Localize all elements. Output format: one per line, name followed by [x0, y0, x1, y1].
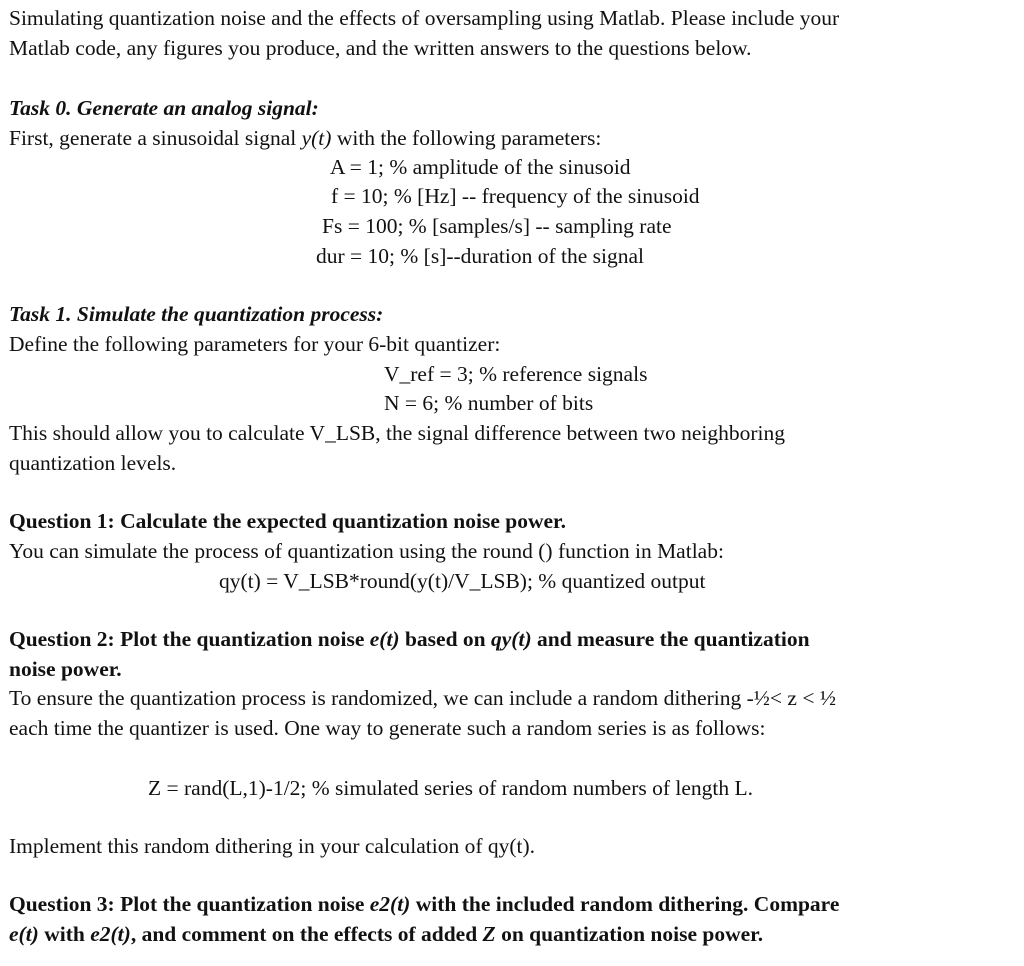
question2-implement-note: Implement this random dithering in your calculation of qy(t).: [9, 834, 536, 858]
question3-line-2: e(t) with e2(t), and comment on the effects of added Z on quantization noise power.: [9, 922, 764, 946]
question2-description-line-2: each time the quantizer is used. One way to generate such a random series is as follows:: [9, 716, 766, 740]
task1-note-line-1: This should allow you to calculate V_LSB, the signal difference between two neighboring: [9, 421, 786, 445]
task0-param-frequency: f = 10; % [Hz] -- frequency of the sinusoid: [331, 184, 700, 208]
task0-param-amplitude: A = 1; % amplitude of the sinusoid: [330, 155, 631, 179]
question2-description-line-1: To ensure the quantization process is randomized, we can include a random dithering -½< z < ½: [9, 686, 836, 710]
task0-heading: Task 0. Generate an analog signal:: [9, 96, 319, 120]
question2-heading-line-1: Question 2: Plot the quantization noise e(t) based on qy(t) and measure the quantization: [9, 627, 810, 651]
task1-param-bits: N = 6; % number of bits: [384, 391, 594, 415]
task1-heading: Task 1. Simulate the quantization process:: [9, 302, 384, 326]
question2-heading-line-2: noise power.: [9, 657, 122, 681]
intro-line-1: Simulating quantization noise and the effects of oversampling using Matlab. Please include your: [9, 6, 840, 30]
task0-param-duration: dur = 10; % [s]--duration of the signal: [316, 244, 644, 268]
task1-note-line-2: quantization levels.: [9, 451, 177, 475]
question1-heading: Question 1: Calculate the expected quantization noise power.: [9, 509, 566, 533]
question1-description: You can simulate the process of quantization using the round () function in Matlab:: [9, 539, 724, 563]
intro-line-2: Matlab code, any figures you produce, and the written answers to the questions below.: [9, 36, 752, 60]
question3-line-1: Question 3: Plot the quantization noise e2(t) with the included random dithering. Compare: [9, 892, 840, 916]
question1-formula: qy(t) = V_LSB*round(y(t)/V_LSB); % quantized output: [219, 569, 706, 593]
task0-description: First, generate a sinusoidal signal y(t) with the following parameters:: [9, 126, 602, 150]
task0-param-sampling-rate: Fs = 100; % [samples/s] -- sampling rate: [322, 214, 672, 238]
question2-formula: Z = rand(L,1)-1/2; % simulated series of random numbers of length L.: [148, 776, 754, 800]
task1-param-vref: V_ref = 3; % reference signals: [384, 362, 648, 386]
task1-description: Define the following parameters for your 6-bit quantizer:: [9, 332, 501, 356]
